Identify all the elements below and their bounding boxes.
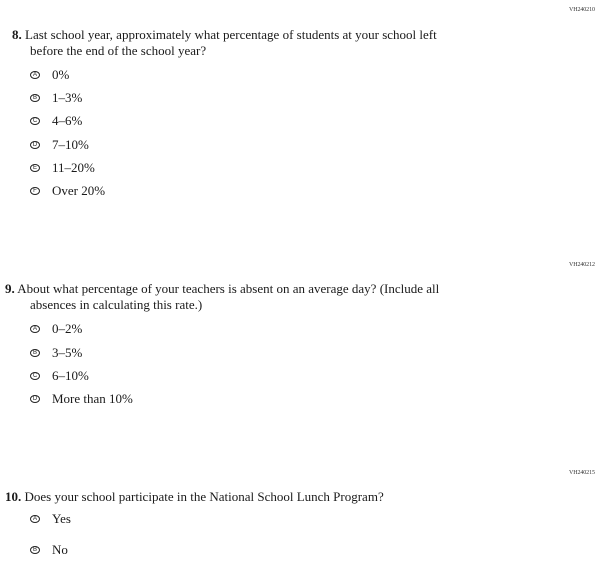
question-line-2: before the end of the school year? (30, 43, 207, 58)
question-id: VH240215 (569, 470, 595, 476)
option-c[interactable] (30, 368, 89, 384)
option-label: 6–10% (52, 368, 89, 383)
option-f[interactable] (30, 183, 105, 199)
option-a[interactable] (30, 511, 71, 527)
option-d[interactable] (30, 137, 89, 153)
option-label: 3–5% (52, 345, 83, 360)
question-line-1: Does your school participate in the National School Lunch Program? (24, 489, 384, 504)
option-label: 0–2% (52, 321, 83, 336)
option-b[interactable] (30, 90, 82, 106)
radio-bubble[interactable]: A (30, 325, 40, 333)
radio-bubble[interactable]: F (30, 187, 40, 195)
option-label: 0% (52, 67, 70, 82)
option-label: More than 10% (52, 391, 133, 406)
radio-bubble[interactable]: B (30, 546, 40, 554)
option-label: Yes (52, 511, 71, 526)
question-text (12, 27, 492, 59)
question-number: 9. (5, 281, 15, 296)
question-text (5, 281, 485, 313)
option-label: Over 20% (52, 183, 106, 198)
question-text (5, 489, 485, 505)
radio-bubble[interactable]: D (30, 395, 40, 403)
radio-bubble[interactable]: A (30, 515, 40, 523)
radio-bubble[interactable]: B (30, 94, 40, 102)
question-line-2: absences in calculating this rate.) (30, 297, 203, 312)
option-a[interactable] (30, 67, 69, 83)
option-label: 11–20% (52, 160, 95, 175)
radio-bubble[interactable]: D (30, 141, 40, 149)
radio-bubble[interactable]: C (30, 117, 40, 125)
question-id: VH240210 (569, 7, 595, 13)
question-number: 10. (5, 489, 22, 504)
radio-bubble[interactable]: E (30, 164, 40, 172)
question-number: 8. (12, 27, 22, 42)
radio-bubble[interactable]: A (30, 71, 40, 79)
radio-bubble[interactable]: C (30, 372, 40, 380)
option-e[interactable] (30, 160, 95, 176)
option-b[interactable] (30, 345, 82, 361)
option-c[interactable] (30, 113, 82, 129)
option-label: No (52, 542, 68, 557)
option-a[interactable] (30, 321, 82, 337)
option-label: 7–10% (52, 137, 89, 152)
option-label: 4–6% (52, 113, 83, 128)
question-line-1: About what percentage of your teachers is absent on an average day? (Include all (17, 281, 440, 296)
question-id: VH240212 (569, 262, 595, 268)
radio-bubble[interactable]: B (30, 349, 40, 357)
option-b[interactable] (30, 542, 68, 558)
question-line-1: Last school year, approximately what percentage of students at your school left (25, 27, 437, 42)
option-label: 1–3% (52, 90, 83, 105)
option-d[interactable] (30, 391, 133, 407)
